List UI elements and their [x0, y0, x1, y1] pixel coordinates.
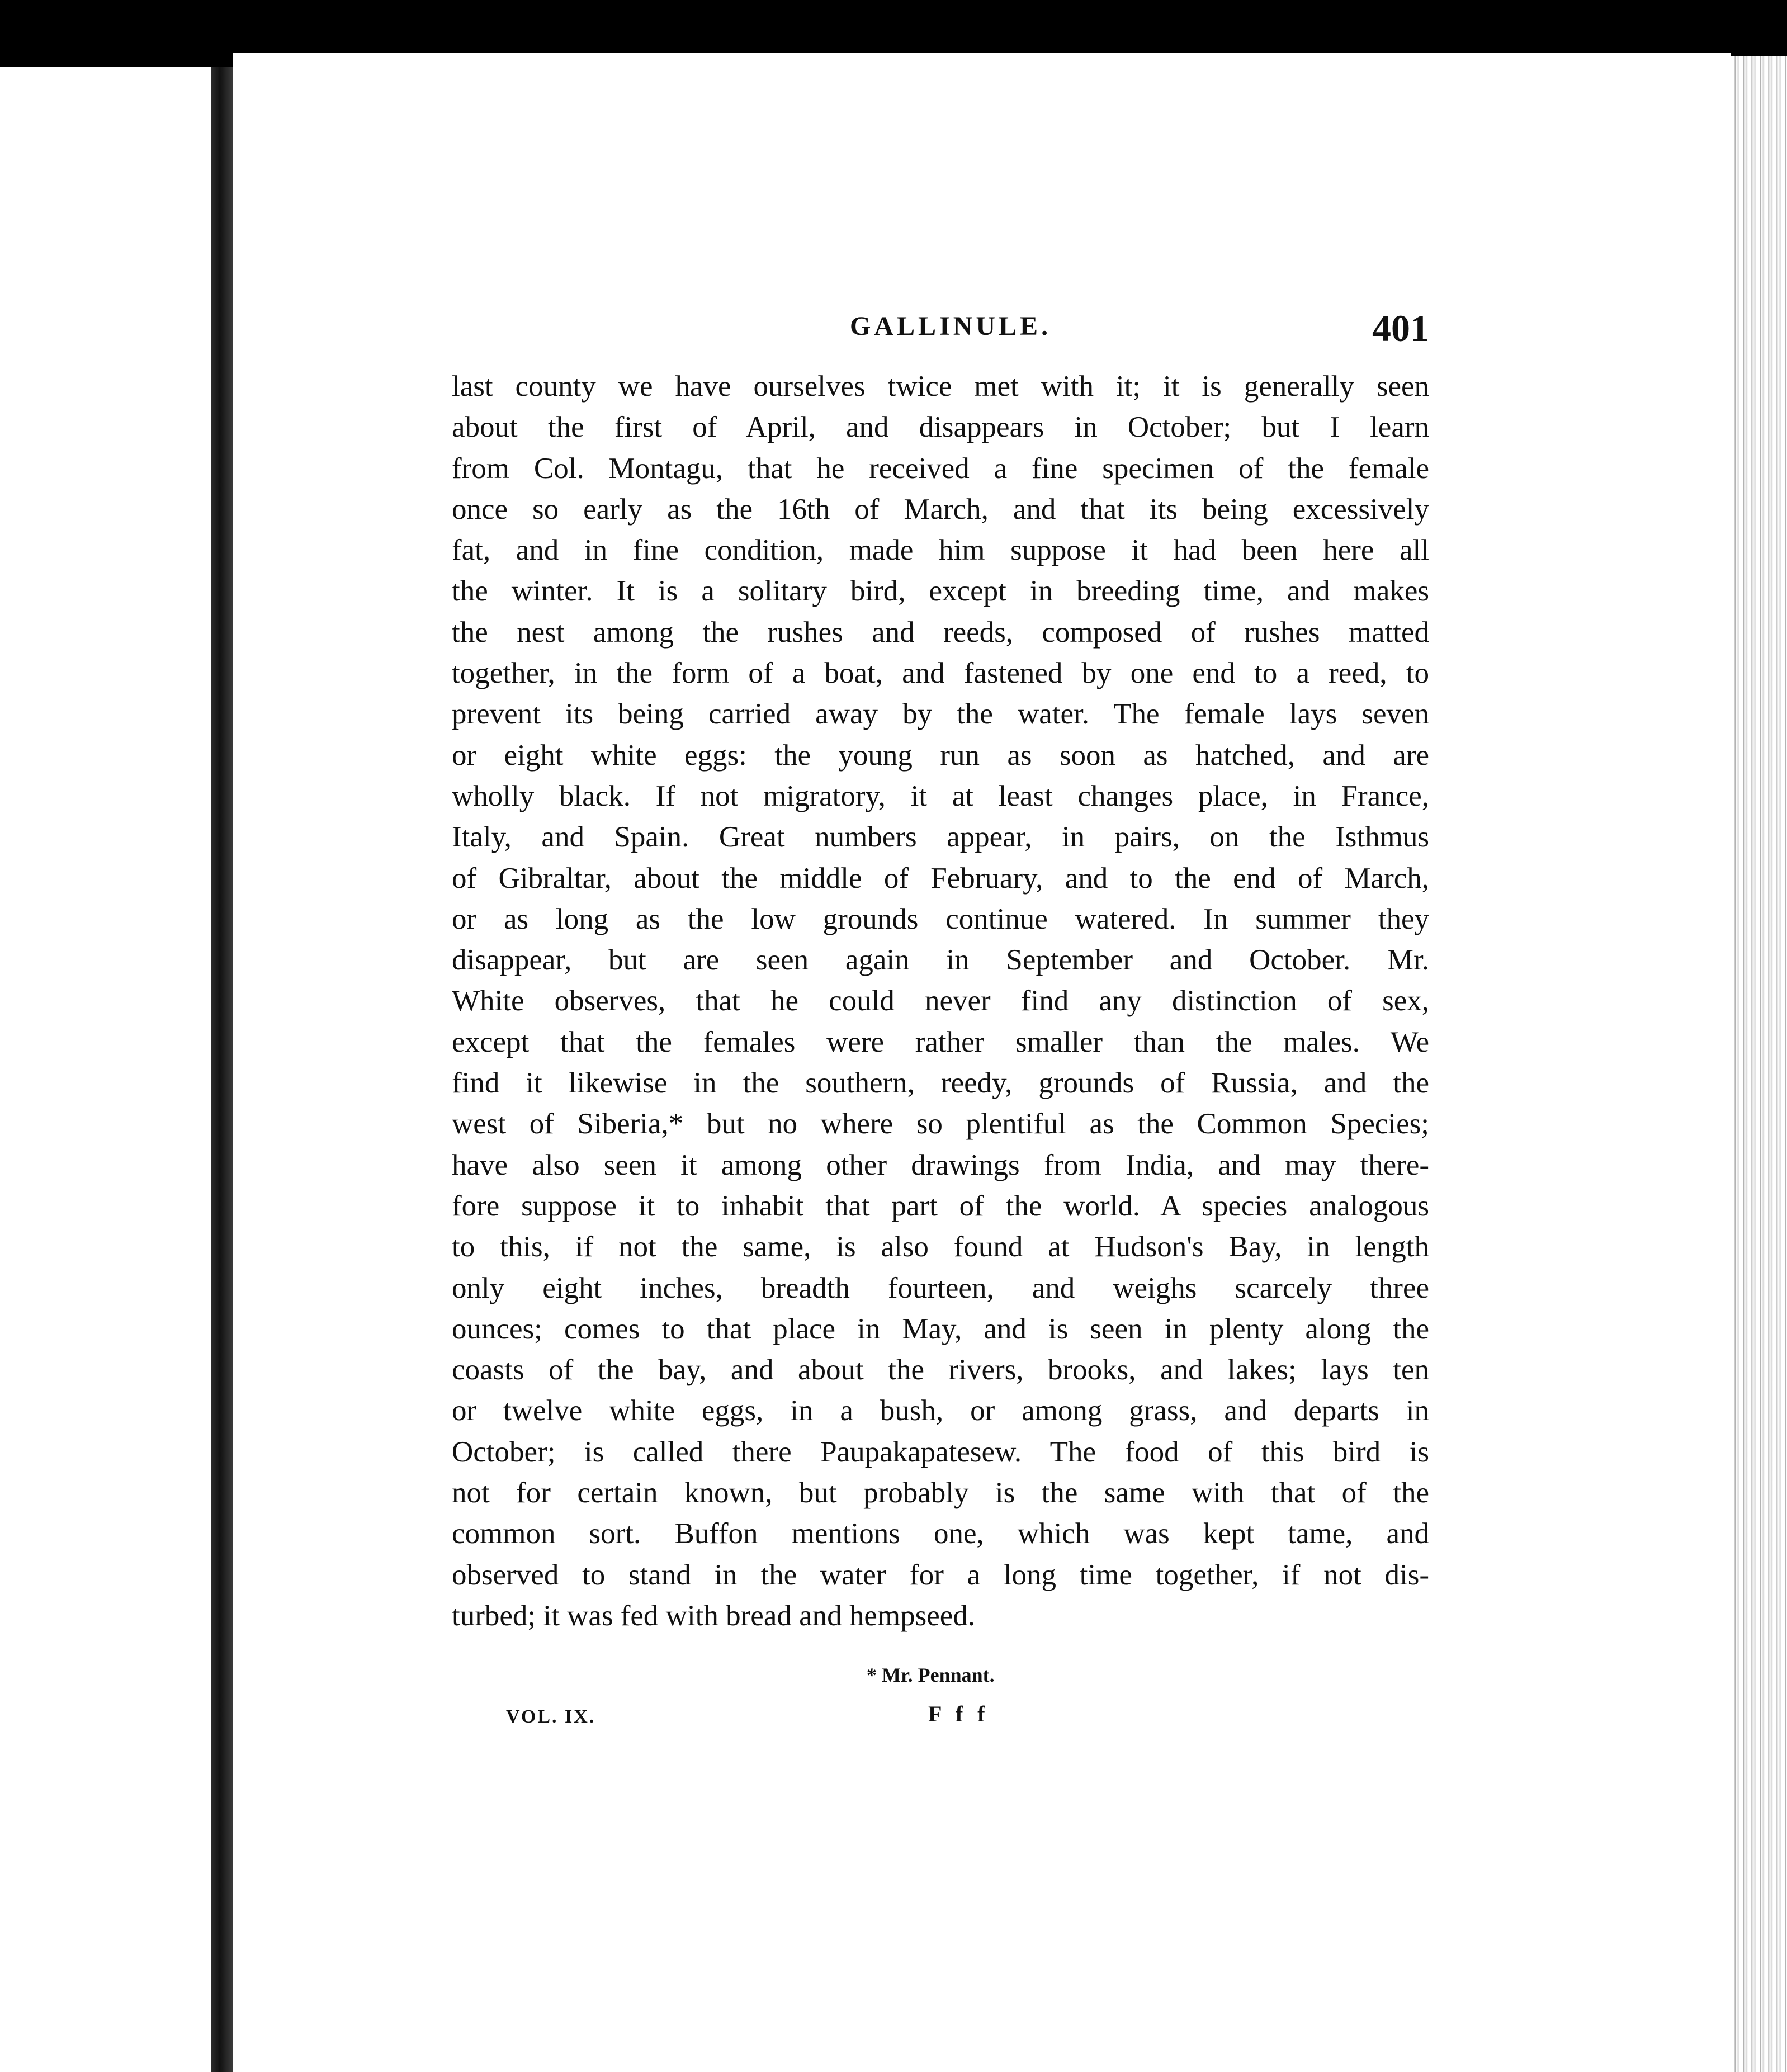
- text-line: or eight white eggs: the young run as soon as hatched, and are: [452, 739, 1429, 772]
- left-page-edge: [0, 67, 211, 2072]
- page-header: [850, 306, 1429, 351]
- text-line: disappear, but are seen again in September and October. Mr.: [452, 944, 1429, 977]
- text-line: the winter. It is a solitary bird, except in breeding time, and makes: [452, 575, 1429, 608]
- text-line: common sort. Buffon mentions one, which was kept tame, and: [452, 1517, 1429, 1550]
- text-line: find it likewise in the southern, reedy, grounds of Russia, and the: [452, 1067, 1429, 1100]
- page-stack-edge: [1731, 56, 1787, 2072]
- text-line: of Gibraltar, about the middle of February, and to the end of March,: [452, 862, 1429, 895]
- text-line-last: turbed; it was fed with bread and hempseed.: [452, 1599, 976, 1632]
- text-line: fat, and in fine condition, made him suppose it had been here all: [452, 534, 1429, 567]
- book-gutter: [211, 67, 233, 2072]
- text-line: White observes, that he could never find any distinction of sex,: [452, 985, 1429, 1018]
- text-line: about the first of April, and disappears in October; but I learn: [452, 411, 1429, 444]
- text-line: prevent its being carried away by the water. The female lays seven: [452, 698, 1429, 731]
- text-line: together, in the form of a boat, and fastened by one end to a reed, to: [452, 657, 1429, 690]
- text-line: only eight inches, breadth fourteen, and weighs scarcely three: [452, 1271, 1429, 1304]
- text-line: observed to stand in the water for a long time together, if not dis-: [452, 1558, 1429, 1591]
- text-line: fore suppose it to inhabit that part of the world. A species analogous: [452, 1189, 1429, 1222]
- text-line: or as long as the low grounds continue watered. In summer they: [452, 902, 1429, 935]
- volume-mark: VOL. IX.: [506, 1706, 596, 1727]
- text-line: last county we have ourselves twice met with it; it is generally seen: [452, 370, 1429, 403]
- text-line: ounces; comes to that place in May, and is seen in plenty along the: [452, 1312, 1429, 1345]
- text-line: from Col. Montagu, that he received a fine specimen of the female: [452, 452, 1429, 485]
- text-line: to this, if not the same, is also found at Hudson's Bay, in length: [452, 1231, 1429, 1264]
- page-number: 401: [1372, 307, 1429, 349]
- text-line: not for certain known, but probably is the same with that of the: [452, 1477, 1429, 1510]
- text-line: wholly black. If not migratory, it at least changes place, in France,: [452, 779, 1429, 812]
- footnote: * Mr. Pennant.: [867, 1664, 995, 1686]
- text-line: except that the females were rather smaller than the males. We: [452, 1025, 1429, 1058]
- text-line: west of Siberia,* but no where so plentiful as the Common Species;: [452, 1108, 1429, 1141]
- text-line: Italy, and Spain. Great numbers appear, in pairs, on the Isthmus: [452, 821, 1429, 854]
- text-line: or twelve white eggs, in a bush, or among grass, and departs in: [452, 1394, 1429, 1427]
- text-line: once so early as the 16th of March, and that its being excessively: [452, 493, 1429, 526]
- text-line: the nest among the rushes and reeds, composed of rushes matted: [452, 616, 1429, 649]
- text-line: October; is called there Paupakapatesew. The food of this bird is: [452, 1435, 1429, 1468]
- text-line: coasts of the bay, and about the rivers, brooks, and lakes; lays ten: [452, 1354, 1429, 1387]
- text-line: have also seen it among other drawings from India, and may there-: [452, 1148, 1429, 1181]
- body-text: [452, 366, 1429, 1652]
- scan-border: [1062, 0, 1566, 62]
- signature-mark: F f f: [928, 1701, 990, 1726]
- running-head: GALLINULE.: [850, 311, 1052, 341]
